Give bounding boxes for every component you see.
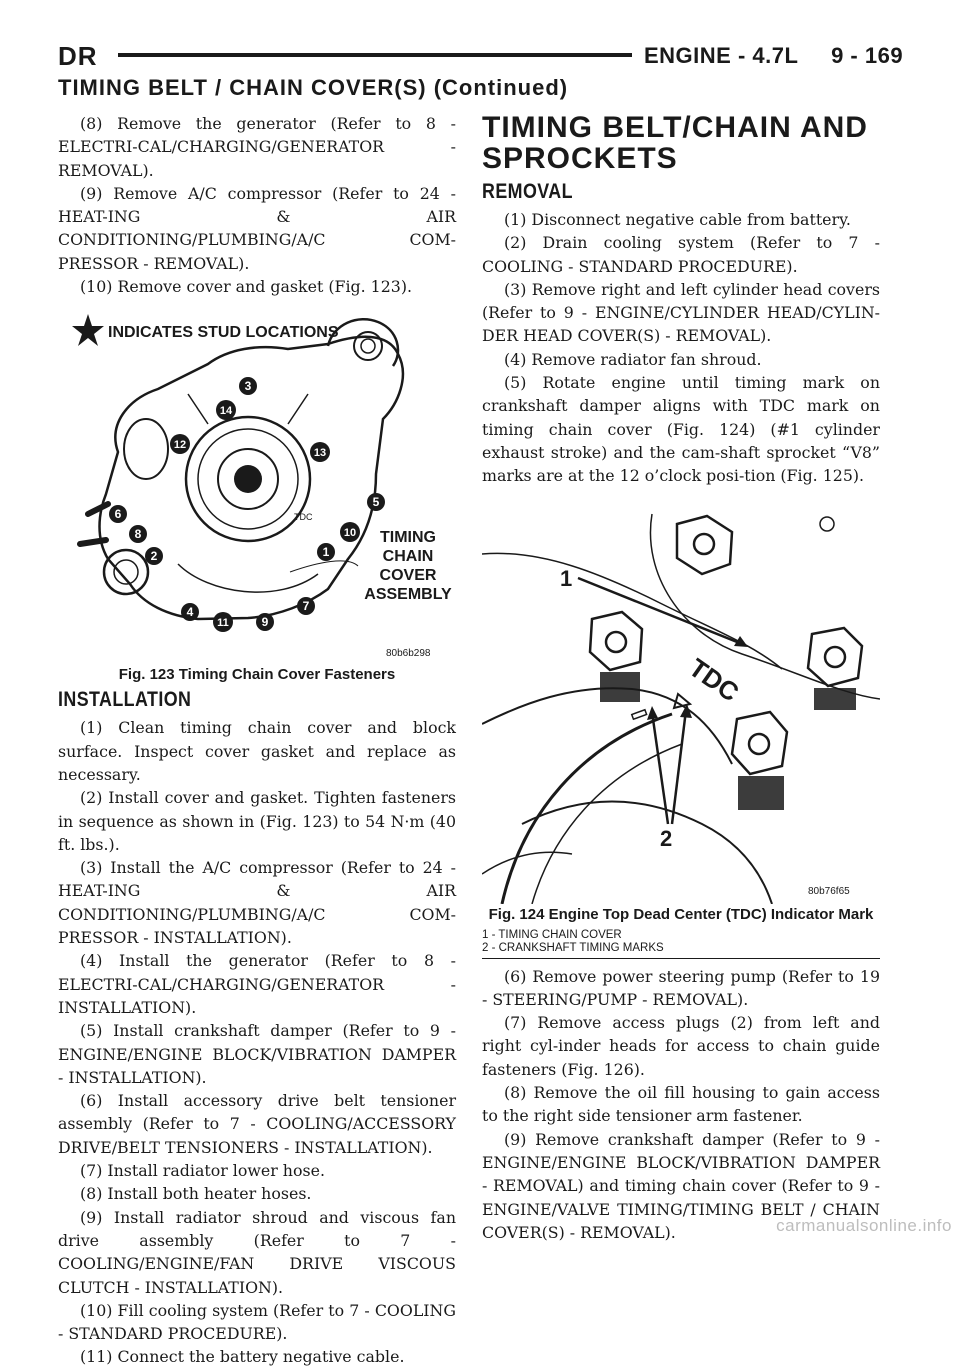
step-paragraph: (10) Fill cooling system (Refer to 7 - COOLING - STANDARD PROCEDURE).	[58, 1300, 456, 1344]
figure-legend	[482, 929, 880, 959]
svg-text:4: 4	[186, 605, 194, 620]
svg-text:1: 1	[322, 545, 330, 560]
right-column	[482, 112, 880, 1244]
svg-text:11: 11	[217, 617, 229, 630]
step-paragraph: (3) Install the A/C compressor (Refer to 24 - HEAT-ING & AIR CONDITIONING/PLUMBING/A/C COM-PRESSOR - INSTALLATION).	[58, 858, 456, 948]
step-paragraph: (9) Install radiator shroud and viscous fan drive assembly (Refer to 7 - COOLING/ENGINE/FAN DRIVE VISCOUS CLUTCH - INSTALLATION).	[58, 1207, 456, 1297]
bolt-10	[340, 522, 360, 542]
figure-123	[58, 304, 456, 684]
stud-star-icon	[72, 314, 104, 346]
step-paragraph: (9) Remove crankshaft damper (Refer to 9 - ENGINE/ENGINE BLOCK/VIBRATION DAMPER - REMOVAL) and timing chain cover (Refer to 9 - ENGINE/VALVE TIMING/TIMING BELT / CHAIN COVER(S) - REMOVAL).	[482, 1129, 880, 1242]
installation-heading: INSTALLATION	[58, 688, 192, 712]
step-paragraph: (8) Install both heater hoses.	[80, 1184, 312, 1204]
header-page-ref: ENGINE - 4.7L 9 - 169	[644, 43, 904, 68]
bolt-7	[297, 597, 315, 615]
assembly-label-line: TIMING	[380, 529, 436, 547]
stud-note: INDICATES STUD LOCATIONS	[108, 324, 339, 342]
step-paragraph: (1) Clean timing chain cover and block surface. Inspect cover gasket and replace as necessary.	[58, 718, 456, 784]
figure-code: 80b76f65	[808, 885, 850, 897]
bolt-8	[129, 525, 147, 543]
figure-caption: Fig. 123 Timing Chain Cover Fasteners	[118, 666, 396, 684]
step-paragraph: (7) Install radiator lower hose.	[80, 1161, 325, 1181]
callout-2: 2	[660, 825, 673, 851]
header-rule	[118, 53, 632, 57]
svg-text:12: 12	[173, 439, 187, 452]
svg-text:6: 6	[114, 507, 122, 522]
bolt-3	[239, 377, 257, 395]
figure-code: 80b6b298	[386, 648, 431, 660]
assembly-label-line: COVER	[379, 567, 437, 585]
svg-text:9: 9	[261, 615, 269, 630]
svg-text:13: 13	[313, 447, 327, 460]
svg-text:8: 8	[134, 527, 142, 542]
bolt-9	[256, 613, 274, 631]
left-column	[58, 112, 456, 1369]
figure-124	[482, 494, 880, 959]
step-paragraph: (10) Remove cover and gasket (Fig. 123).	[80, 277, 412, 297]
svg-text:10: 10	[343, 527, 357, 540]
step-paragraph: (3) Remove right and left cylinder head covers (Refer to 9 - ENGINE/CYLINDER HEAD/CYLIN-DER HEAD COVER(S) - REMOVAL).	[482, 279, 880, 346]
step-paragraph: (2) Install cover and gasket. Tighten fasteners in sequence as shown in (Fig. 123) to 54 N·m (40 ft. lbs.).	[58, 788, 456, 854]
callout-1: 1	[560, 565, 573, 591]
bolt-6	[109, 505, 127, 523]
step-paragraph: (9) Remove A/C compressor (Refer to 24 - HEAT-ING & AIR CONDITIONING/PLUMBING/A/C COM-PRESSOR - REMOVAL).	[58, 183, 456, 273]
step-paragraph: (2) Drain cooling system (Refer to 7 - COOLING - STANDARD PROCEDURE).	[482, 233, 880, 276]
step-paragraph: (5) Rotate engine until timing mark on crankshaft damper aligns with TDC mark on timing chain cover (Fig. 124) (#1 cylinder exhaust stroke) and the cam-shaft sprocket “V8” marks are at the 12 o’clock posi-tion (Fig. 125).	[482, 373, 880, 486]
legend-item: 1 - TIMING CHAIN COVER	[482, 928, 622, 941]
bolt-14	[216, 400, 236, 420]
watermark: carmanualsonline.info	[776, 1216, 952, 1235]
step-paragraph: (8) Remove the oil fill housing to gain access to the right side tensioner arm fastener.	[482, 1083, 880, 1126]
tdc-small-label: TDC	[294, 512, 313, 523]
removal-heading: REMOVAL	[482, 180, 573, 203]
bolt-1	[317, 543, 335, 561]
svg-text:2: 2	[150, 549, 158, 564]
timing-chain-cover-illustration	[58, 304, 456, 664]
figure-caption: Fig. 124 Engine Top Dead Center (TDC) Indicator Mark	[488, 905, 874, 923]
assembly-label-line: ASSEMBLY	[364, 586, 452, 604]
step-paragraph: (6) Install accessory drive belt tensioner assembly (Refer to 7 - COOLING/ACCESSORY DRIVE/BELT TENSIONERS - INSTALLATION).	[58, 1091, 456, 1157]
step-paragraph: (4) Remove radiator fan shroud.	[504, 349, 762, 369]
assembly-label-line: CHAIN	[382, 548, 434, 566]
tdc-indicator-illustration	[482, 494, 880, 904]
header-section-code: DR	[58, 41, 98, 71]
svg-text:3: 3	[244, 379, 252, 394]
tdc-mark-label: TDC	[683, 651, 745, 708]
step-paragraph: (11) Connect the battery negative cable.	[80, 1347, 405, 1367]
section-title: TIMING BELT/CHAIN AND SPROCKETS	[482, 111, 868, 175]
continued-heading: TIMING BELT / CHAIN COVER(S) (Continued)	[58, 75, 569, 100]
bolt-12	[170, 434, 190, 454]
bolt-11	[213, 612, 233, 632]
step-paragraph: (4) Install the generator (Refer to 8 - ELECTRI-CAL/CHARGING/GENERATOR - INSTALLATION).	[58, 951, 456, 1017]
step-paragraph: (5) Install crankshaft damper (Refer to 9 - ENGINE/ENGINE BLOCK/VIBRATION DAMPER - INSTALLATION).	[58, 1021, 456, 1087]
legend-item: 2 - CRANKSHAFT TIMING MARKS	[482, 941, 664, 954]
step-paragraph: (8) Remove the generator (Refer to 8 - ELECTRI-CAL/CHARGING/GENERATOR - REMOVAL).	[58, 114, 456, 180]
svg-text:5: 5	[372, 495, 380, 510]
bolt-13	[310, 442, 330, 462]
step-paragraph: (7) Remove access plugs (2) from left and right cyl-inder heads for access to chain guide fasteners (Fig. 126).	[482, 1013, 880, 1079]
bolt-4	[181, 603, 199, 621]
step-paragraph: (1) Disconnect negative cable from battery.	[504, 210, 851, 229]
svg-text:7: 7	[302, 599, 310, 614]
svg-text:14: 14	[219, 405, 233, 418]
step-paragraph: (6) Remove power steering pump (Refer to 19 - STEERING/PUMP - REMOVAL).	[482, 966, 880, 1009]
bolt-5	[367, 493, 385, 511]
bolt-2	[145, 547, 163, 565]
